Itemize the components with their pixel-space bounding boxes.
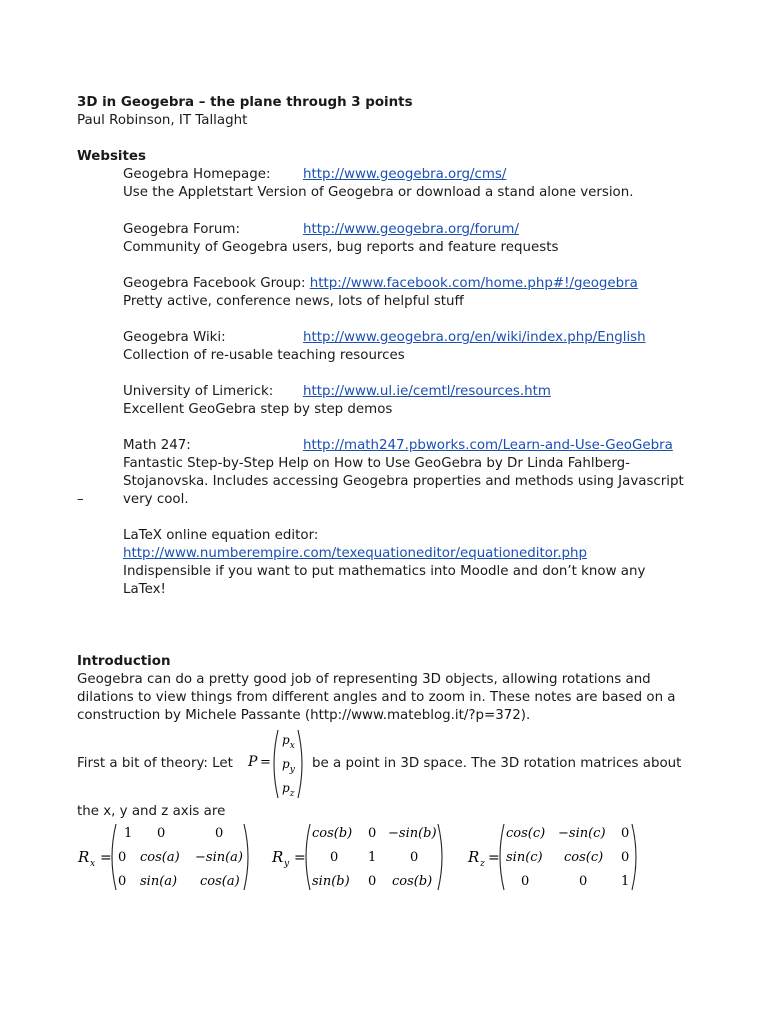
ry-r2c3: 0: [410, 850, 419, 865]
link-geogebra-forum[interactable]: http://www.geogebra.org/forum/: [303, 222, 519, 237]
site-label-homepage: Geogebra Homepage:: [123, 167, 271, 182]
matrix-rz-left-paren: [500, 824, 504, 890]
left-paren: [274, 730, 278, 798]
ry-r1c3: −sin(b): [388, 826, 437, 841]
rz-r2c1: sin(c): [506, 850, 543, 865]
site-label-math247: Math 247:: [123, 438, 191, 453]
bullet-dash: –: [77, 492, 84, 507]
rz-r1c1: cos(c): [506, 826, 546, 841]
vec-entry-y: $p_y$: [282, 757, 295, 775]
intro-line-1: Geogebra can do a pretty good job of representing 3D objects, allowing rotations and: [77, 672, 651, 687]
right-paren: [298, 730, 302, 798]
site-desc-math247-line3: very cool.: [123, 492, 189, 507]
matrix-rx-sub: x: [90, 859, 96, 869]
rz-r3c3: 1: [621, 874, 630, 889]
matrix-ry-right-paren: [438, 824, 442, 890]
rz-r1c2: −sin(c): [558, 826, 606, 841]
site-desc-facebook: Pretty active, conference news, lots of helpful stuff: [123, 294, 464, 309]
rx-r1c3: 0: [215, 826, 224, 841]
site-label-wiki: Geogebra Wiki:: [123, 330, 226, 345]
ry-r2c1: 0: [330, 850, 339, 865]
ry-r2c2: 1: [368, 850, 377, 865]
rx-r2c2: cos(a): [140, 850, 180, 865]
introduction-heading: Introduction: [77, 654, 171, 669]
rz-r3c1: 0: [521, 874, 530, 889]
site-label-forum: Geogebra Forum:: [123, 222, 240, 237]
link-latex-editor[interactable]: http://www.numberempire.com/texequationeditor/equationeditor.php: [123, 546, 587, 561]
latex-desc-line2: LaTex!: [123, 582, 166, 597]
intro-line-3: construction by Michele Passante (http://www.mateblog.it/?p=372).: [77, 708, 531, 723]
matrix-ry-sub: y: [284, 859, 290, 869]
ry-r3c2: 0: [368, 874, 377, 889]
site-label-limerick: University of Limerick:: [123, 384, 274, 399]
matrix-rx-name: R: [78, 848, 90, 866]
matrix-rx-eq: =: [100, 850, 112, 866]
site-desc-homepage: Use the Appletstart Version of Geogebra or download a stand alone version.: [123, 185, 634, 200]
author-line: Paul Robinson, IT Tallaght: [77, 113, 248, 128]
document-title: 3D in Geogebra – the plane through 3 points: [77, 95, 413, 110]
site-label-facebook-text: Geogebra Facebook Group:: [123, 276, 306, 291]
ry-r3c3: cos(b): [392, 874, 433, 889]
matrix-ry-eq: =: [294, 850, 306, 866]
site-desc-forum: Community of Geogebra users, bug reports and feature requests: [123, 240, 559, 255]
site-desc-wiki: Collection of re-usable teaching resources: [123, 348, 405, 363]
site-desc-limerick: Excellent GeoGebra step by step demos: [123, 402, 393, 417]
point-vector-equation: [240, 726, 310, 802]
ry-r1c1: cos(b): [312, 826, 353, 841]
matrix-ry-name: R: [272, 848, 284, 866]
rx-r1c1: 1: [124, 826, 133, 841]
rz-r2c2: cos(c): [564, 850, 604, 865]
link-geogebra-wiki[interactable]: http://www.geogebra.org/en/wiki/index.php/English: [303, 330, 646, 345]
rx-r3c3: cos(a): [200, 874, 240, 889]
matrix-rz-eq: =: [488, 850, 500, 866]
axis-line: the x, y and z axis are: [77, 804, 226, 819]
rz-r1c3: 0: [621, 826, 630, 841]
matrix-rx-right-paren: [244, 824, 248, 890]
matrix-rz-sub: z: [480, 859, 485, 869]
rotation-matrices: [74, 820, 698, 896]
rx-r3c1: 0: [118, 874, 127, 889]
rz-r3c2: 0: [579, 874, 588, 889]
rx-r1c2: 0: [157, 826, 166, 841]
theory-text-after: be a point in 3D space. The 3D rotation matrices about: [312, 756, 682, 771]
matrix-rx: [77, 824, 248, 890]
rx-r2c1: 0: [118, 850, 127, 865]
ry-r3c1: sin(b): [312, 874, 350, 889]
theory-text-before: First a bit of theory: Let: [77, 756, 233, 771]
websites-heading: Websites: [77, 149, 146, 164]
site-label-facebook: [123, 275, 638, 293]
link-university-limerick[interactable]: http://www.ul.ie/cemtl/resources.htm: [303, 384, 551, 399]
vec-entry-x: $p_x$: [282, 733, 295, 751]
rz-r2c3: 0: [621, 850, 630, 865]
rx-r2c3: −sin(a): [195, 850, 243, 865]
site-desc-math247-line1: Fantastic Step-by-Step Help on How to Use GeoGebra by Dr Linda Fahlberg-: [123, 456, 630, 471]
ry-r1c2: 0: [368, 826, 377, 841]
site-desc-math247-line2: Stojanovska. Includes accessing Geogebra properties and methods using Javascript: [123, 474, 684, 489]
vec-entry-z: $p_z$: [282, 781, 295, 799]
latex-desc-line1: Indispensible if you want to put mathematics into Moodle and don’t know any: [123, 564, 646, 579]
rx-r3c2: sin(a): [140, 874, 178, 889]
matrix-rz-name: R: [468, 848, 480, 866]
link-math247[interactable]: http://math247.pbworks.com/Learn-and-Use-GeoGebra: [303, 438, 673, 453]
matrix-rx-left-paren: [112, 824, 116, 890]
point-equals: =: [260, 755, 271, 770]
link-facebook-group[interactable]: http://www.facebook.com/home.php#!/geogebra: [309, 276, 638, 291]
intro-line-2: dilations to view things from different angles and to zoom in. These notes are based on a: [77, 690, 676, 705]
point-name: P: [248, 754, 258, 770]
link-geogebra-homepage[interactable]: http://www.geogebra.org/cms/: [303, 167, 507, 182]
matrix-rz: [467, 824, 636, 890]
latex-label: LaTeX online equation editor:: [123, 528, 319, 543]
matrix-ry: [271, 824, 442, 890]
matrix-ry-left-paren: [306, 824, 310, 890]
matrix-rz-right-paren: [632, 824, 636, 890]
